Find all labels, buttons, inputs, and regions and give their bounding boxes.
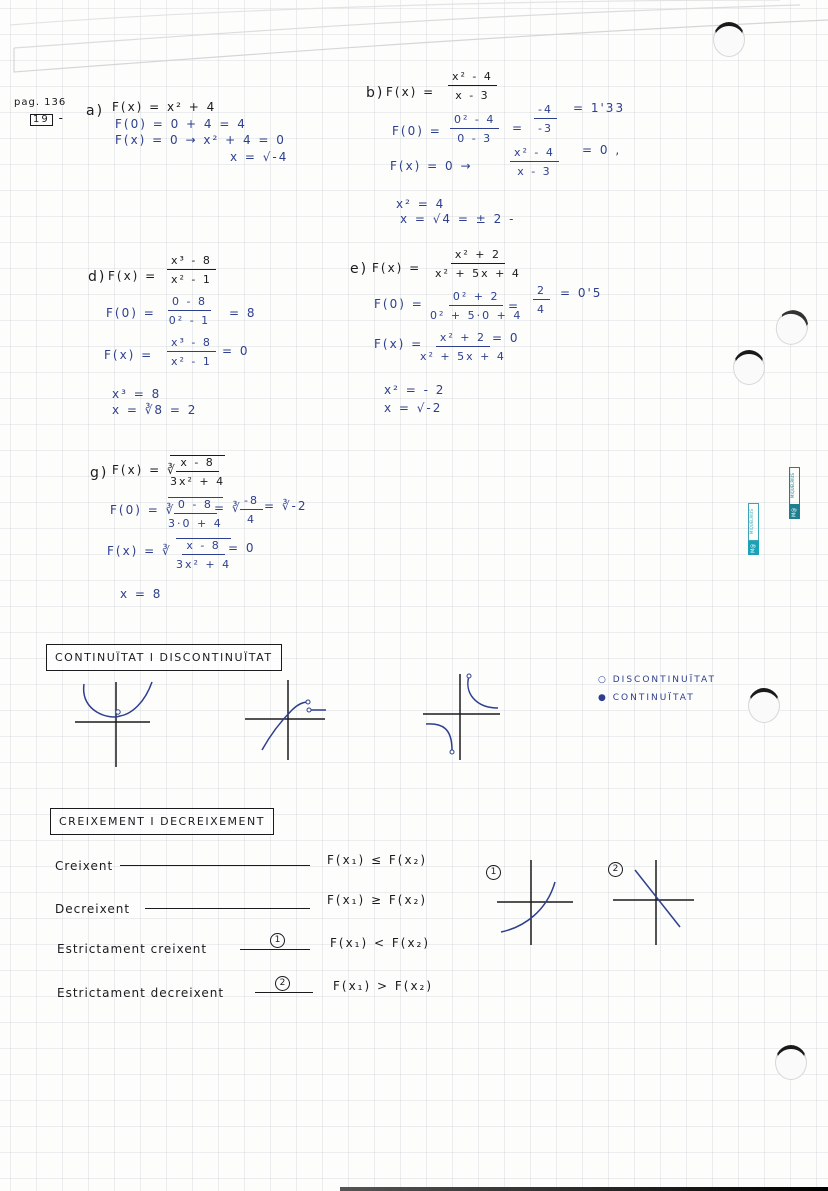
notebook-page: MIQUELRIUS M@ MIQUELRIUS M@ pag. 136 19 - a) F(x) = x² + 4 F(0) = 0 + 4 = 4 F(x) = 0 → x² + 4 = 0 x = √-4 b) F(x) = $\frac{\text{x² - 4}}{x - 3}$ F(0) = $\frac{\text{0² - 4}}{0 - 3}$ = $\frac{-4}{-3}$ = 1'33 F(x) = 0 → $\frac{\text{x² - 4}}{x - 3}$ = 0 , x² = 4 x = √4 = ± 2 - d) F(x) = $\frac{\text{x³ - 8}}{\text{x² - 1}}$ F(0) = $\frac{0 - 8}{\text{0² - 1}}$ = 8 F(x) = $\frac{\text{x³ - 8}}{\text{x² - 1}}$ = 0 x³ = 8 x = ∛8 = 2 e) F(x) = $\frac{\text{x² + 2}}{\text{x² + 5x + 4}}$ F(0) = $\frac{\text{0² + 2}}{\text{0² + 5·0 + 4}}$ = $\frac{2}{4}$ = 0'5 F(x) = $\frac{\text{x² + 2}}{\text{x² + 5x + 4}}$ = 0 x² = - 2 x = √-2 g) F(x) = ∛ $\frac{x - 8}{\text{3x² + 4}}$ F(0) = ∛ $\frac{0 - 8}{3\cdot 0 + 4}$ = ∛ $\frac{-8}{4}$ = ∛-2 F(x) = ∛ $\frac{x - 8}{\text{3x² + 4}}$ = 0 x = 8 CONTINUÏTAT I DISCONTINUÏTAT ○ DISCONTINUÏTAT ● CONTINUÏTAT CREIXEMENT I DECREIXEMENT Creixent F(x₁) ≤ F(x₂) Decreixent F(x₁) ≥ F(x₂) Estrictament creixent 1 F(x₁) < F(x₂) Estrictament decreixent 2 F(x₁) > F(x₂) 1 2	[0, 0, 828, 1191]
zero-label: F(x) =	[374, 337, 424, 351]
term: Estrictament creixent	[57, 942, 208, 956]
condition: F(x₁) > F(x₂)	[333, 979, 434, 993]
zero-fraction: $\frac{\text{x² + 2}}{\text{x² + 5x + 4}}$	[420, 331, 506, 363]
solution-line: x³ = 8	[112, 387, 162, 401]
brand-tab	[789, 467, 800, 519]
f0-result: = 1'33	[573, 101, 626, 115]
solution-line: x² = - 2	[384, 383, 446, 397]
function-lhs: F(x) = ∛	[112, 463, 177, 477]
zero-label: F(x) = 0 →	[390, 159, 473, 173]
f0-fraction-simplified: $\frac{-8}{4}$	[240, 494, 263, 526]
graph-hyperbola-discontinuity	[420, 668, 520, 768]
graph-strictly-increasing	[485, 855, 585, 950]
open-circle-icon: ○	[598, 675, 608, 685]
f0-label: F(0) =	[374, 297, 424, 311]
brand-logo-icon: M@	[789, 505, 800, 519]
f0-result: = 8	[229, 306, 257, 320]
exercise-label: d)	[88, 269, 107, 285]
circled-number-icon: 1	[486, 865, 501, 880]
filled-circle-icon: ●	[598, 693, 608, 703]
solution-line: x = √4 = ± 2 -	[400, 212, 516, 226]
f0-fraction-simplified: $\frac{2}{4}$	[533, 284, 550, 316]
section-title-monotonicity: CREIXEMENT I DECREIXEMENT	[50, 808, 274, 835]
exercise-number: 19 -	[30, 112, 65, 126]
solution-line: x = ∛8 = 2	[112, 403, 198, 417]
term: Decreixent	[55, 902, 131, 916]
condition: F(x₁) ≥ F(x₂)	[327, 893, 428, 907]
zero-label: F(x) =	[104, 348, 154, 362]
f0-fraction-simplified: $\frac{-4}{-3}$	[534, 103, 557, 135]
solution-line: x = 8	[120, 587, 163, 601]
f0-label: F(0) =	[106, 306, 156, 320]
f0-fraction: $\frac{\text{0² - 4}}{0 - 3}$	[450, 113, 499, 145]
arrow-line	[120, 865, 310, 866]
circled-number-icon: 2	[275, 976, 290, 991]
f0-fraction: $\frac{0 - 8}{\text{0² - 1}}$	[168, 295, 211, 327]
zero-label: F(x) = ∛	[107, 544, 172, 558]
exercise-label: a)	[86, 103, 105, 119]
graph-strictly-decreasing	[610, 855, 710, 950]
binder-hole	[748, 688, 780, 723]
function-definition: F(x) = x² + 4	[112, 100, 217, 114]
f0-label: F(0) =	[392, 124, 442, 138]
zero-fraction: $\frac{x - 8}{\text{3x² + 4}}$	[176, 539, 232, 571]
f0-result: = ∛-2	[264, 499, 308, 513]
function-fraction: $\frac{x - 8}{\text{3x² + 4}}$	[170, 456, 226, 488]
page-curl-edge	[0, 0, 828, 90]
solution-line: F(x) = 0 → x² + 4 = 0	[115, 133, 286, 147]
page-reference: pag. 136	[14, 97, 67, 108]
exercise-label: g)	[90, 465, 109, 481]
brand-tab-label: MIQUELRIUS	[789, 467, 800, 505]
section-title-continuity: CONTINUÏTAT I DISCONTINUÏTAT	[46, 644, 282, 671]
function-lhs: F(x) =	[372, 261, 422, 275]
binder-hole	[713, 22, 745, 57]
arrow-line	[255, 992, 313, 993]
function-lhs: F(x) =	[108, 269, 158, 283]
exercise-number-box: 19	[30, 114, 53, 126]
function-lhs: F(x) =	[386, 85, 436, 99]
exercise-label: b)	[366, 85, 385, 101]
page-bottom-edge	[340, 1187, 828, 1191]
zero-fraction: $\frac{\text{x³ - 8}}{\text{x² - 1}}$	[167, 336, 216, 368]
binder-hole	[771, 306, 813, 350]
legend-item-discontinuity: ○ DISCONTINUÏTAT	[598, 675, 717, 685]
marker	[270, 932, 285, 948]
solution-line: F(0) = 0 + 4 = 4	[115, 117, 247, 131]
arrow-line	[145, 908, 310, 909]
arrow-line	[240, 949, 310, 950]
brand-tab	[748, 503, 759, 555]
f0-result: = 0'5	[560, 286, 603, 300]
circled-number-icon: 1	[270, 933, 285, 948]
brand-tab-label: MIQUELRIUS	[748, 503, 759, 541]
circled-number-icon: 2	[608, 862, 623, 877]
binder-hole	[733, 350, 765, 385]
f0-label: F(0) = ∛	[110, 503, 176, 517]
function-fraction: $\frac{\text{x² + 2}}{\text{x² + 5x + 4}}$	[435, 248, 521, 280]
legend-item-continuity: ● CONTINUÏTAT	[598, 693, 695, 703]
zero-fraction: $\frac{\text{x² - 4}}{x - 3}$	[510, 146, 559, 178]
function-fraction: $\frac{\text{x³ - 8}}{\text{x² - 1}}$	[167, 254, 216, 286]
condition: F(x₁) < F(x₂)	[330, 936, 431, 950]
solution-line: x² = 4	[396, 197, 446, 211]
function-fraction: $\frac{\text{x² - 4}}{x - 3}$	[448, 70, 497, 102]
graph-parabola-discontinuity	[70, 672, 180, 772]
brand-logo-icon: M@	[748, 541, 759, 555]
f0-fraction: $\frac{0 - 8}{3\cdot 0 + 4}$	[168, 498, 223, 530]
f0-fraction: $\frac{\text{0² + 2}}{\text{0² + 5·0 + 4}}$	[430, 290, 523, 322]
marker	[275, 975, 290, 991]
graph-jump-discontinuity	[240, 672, 350, 772]
term: Estrictament decreixent	[57, 986, 225, 1000]
solution-line: x = √-4	[230, 150, 289, 164]
condition: F(x₁) ≤ F(x₂)	[327, 853, 428, 867]
exercise-label: e)	[350, 261, 369, 277]
binder-hole	[775, 1045, 807, 1080]
term: Creixent	[55, 859, 114, 873]
solution-line: x = √-2	[384, 401, 443, 415]
